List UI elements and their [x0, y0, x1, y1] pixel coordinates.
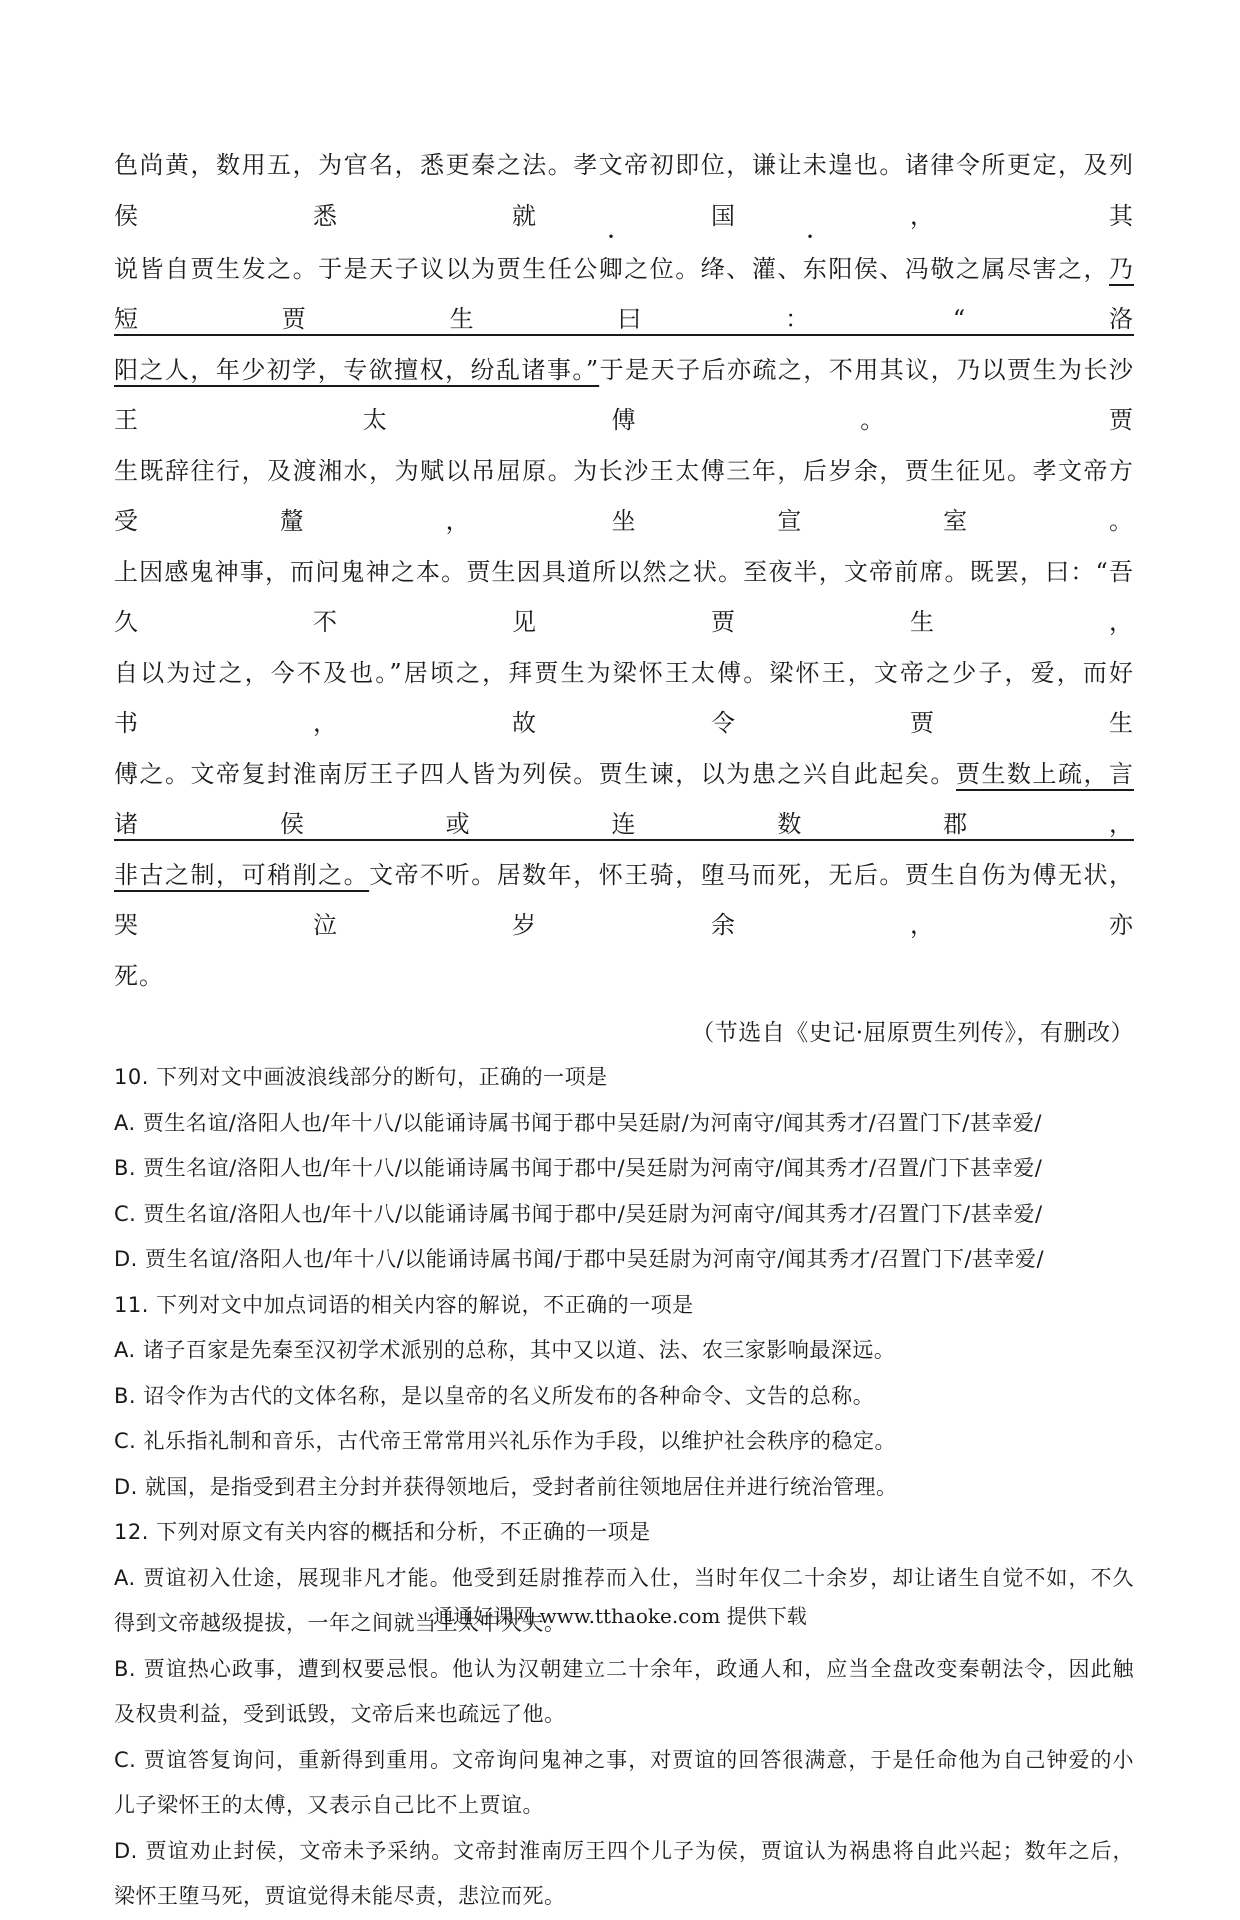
passage-line: 色尚黄，数用五，为官名，悉更秦之法。孝文帝初即位，谦让未遑也。诸律令所更定，及列侯悉就国，其 [114, 151, 1134, 230]
question-12-option-a-cont: 得到文帝越级提拔，一年之间就当上太中大夫。 [114, 1611, 566, 1635]
question-12-option-c-cont: 儿子梁怀王的太傅，又表示自己比不上贾谊。 [114, 1793, 544, 1817]
question-12-option-d: D. 贾谊劝止封侯，文帝未予采纳。文帝封淮南厉王四个儿子为侯，贾谊认为祸患将自此兴起；数年之后， [114, 1838, 1134, 1863]
passage-line: 死。 [114, 961, 164, 990]
source-citation: （节选自《史记·屈原贾生列传》，有删改） [691, 1020, 1134, 1046]
underlined-text: 贾生数上疏，言诸侯或连数郡， [114, 759, 1134, 838]
underlined-text: 阳之人，年少初学，专欲擅权，纷乱诸事。” [114, 355, 600, 384]
question-12-option-b: B. 贾谊热心政事，遭到权要忌恨。他认为汉朝建立二十余年，政通人和，应当全盘改变秦朝法令，因此触 [114, 1656, 1134, 1681]
question-11-option-b: B. 诏令作为古代的文体名称，是以皇帝的名义所发布的各种命令、文告的总称。 [114, 1383, 875, 1408]
passage-line: 非古之制，可稍削之。文帝不听。居数年，怀王骑，堕马而死，无后。贾生自伤为傅无状，哭泣岁余，亦 [114, 860, 1135, 939]
question-10-option-b: B. 贾生名谊/洛阳人也/年十八/以能诵诗属书闻于郡中/吴廷尉为河南守/闻其秀才/召置/门下甚幸爱/ [114, 1156, 1043, 1180]
page-footer: 通通好课网 www.tthaoke.com 提供下载 [433, 1604, 807, 1628]
question-10-option-a: A. 贾生名谊/洛阳人也/年十八/以能诵诗属书闻于郡中吴廷尉/为河南守/闻其秀才/召置门下/甚幸爱/ [114, 1110, 1042, 1135]
passage [114, 140, 1134, 1001]
passage-line: 说皆自贾生发之。于是天子议以为贾生任公卿之位。绛、灌、东阳侯、冯敬之属尽害之，乃短贾生曰：“洛 [114, 254, 1134, 333]
question-10-title: 10. 下列对文中画波浪线部分的断句，正确的一项是 [114, 1065, 608, 1089]
passage-line: 生既辞往行，及渡湘水，为赋以吊屈原。为长沙王太傅三年，后岁余，贾生征见。孝文帝方受釐，坐宣室。 [114, 456, 1134, 535]
passage-line: 上因感鬼神事，而问鬼神之本。贾生因具道所以然之状。至夜半，文帝前席。既罢，曰：“吾久不见贾生， [114, 557, 1134, 636]
question-11-option-a: A. 诸子百家是先秦至汉初学术派别的总称，其中又以道、法、农三家影响最深远。 [114, 1338, 896, 1362]
question-10-option-d: D. 贾生名谊/洛阳人也/年十八/以能诵诗属书闻/于郡中吴廷尉为河南守/闻其秀才/召置门下/甚幸爱/ [114, 1247, 1045, 1271]
question-11-option-d: D. 就国，是指受到君主分封并获得领地后，受封者前往领地居住并进行统治管理。 [114, 1474, 898, 1499]
question-12-title: 12. 下列对原文有关内容的概括和分析，不正确的一项是 [114, 1520, 651, 1544]
question-10-option-c: C. 贾生名谊/洛阳人也/年十八/以能诵诗属书闻于郡中/吴廷尉为河南守/闻其秀才/召置门下/甚幸爱/ [114, 1201, 1043, 1226]
passage-line: 自以为过之，今不及也。”居顷之，拜贾生为梁怀王太傅。梁怀王，文帝之少子，爱，而好书，故令贾生 [114, 658, 1134, 737]
passage-line: 阳之人，年少初学，专欲擅权，纷乱诸事。”于是天子后亦疏之，不用其议，乃以贾生为长沙王太傅。贾 [114, 355, 1134, 434]
underlined-text: 乃短贾生曰：“洛 [114, 254, 1134, 333]
question-12-option-d-cont: 梁怀王堕马死，贾谊觉得未能尽责，悲泣而死。 [114, 1884, 566, 1908]
passage-line: 傅之。文帝复封淮南厉王子四人皆为列侯。贾生谏，以为患之兴自此起矣。贾生数上疏，言诸侯或连数郡， [114, 759, 1134, 838]
question-12-option-c: C. 贾谊答复询问，重新得到重用。文帝询问鬼神之事，对贾谊的回答很满意，于是任命他为自己钟爱的小 [114, 1747, 1134, 1772]
question-12-option-a: A. 贾谊初入仕途，展现非凡才能。他受到廷尉推荐而入仕，当时年仅二十余岁，却让诸生自觉不如，不久 [114, 1565, 1134, 1590]
document-page [114, 140, 1134, 1920]
questions [114, 1055, 1134, 1920]
question-11-option-c: C. 礼乐指礼制和音乐，古代帝王常常用兴礼乐作为手段，以维护社会秩序的稳定。 [114, 1429, 897, 1453]
underlined-text: 非古之制，可稍削之。 [114, 860, 370, 889]
question-12-option-b-cont: 及权贵利益，受到诋毁，文帝后来也疏远了他。 [114, 1702, 566, 1726]
question-11-title: 11. 下列对文中加点词语的相关内容的解说，不正确的一项是 [114, 1292, 694, 1317]
dotted-term: 就国 [512, 201, 910, 230]
